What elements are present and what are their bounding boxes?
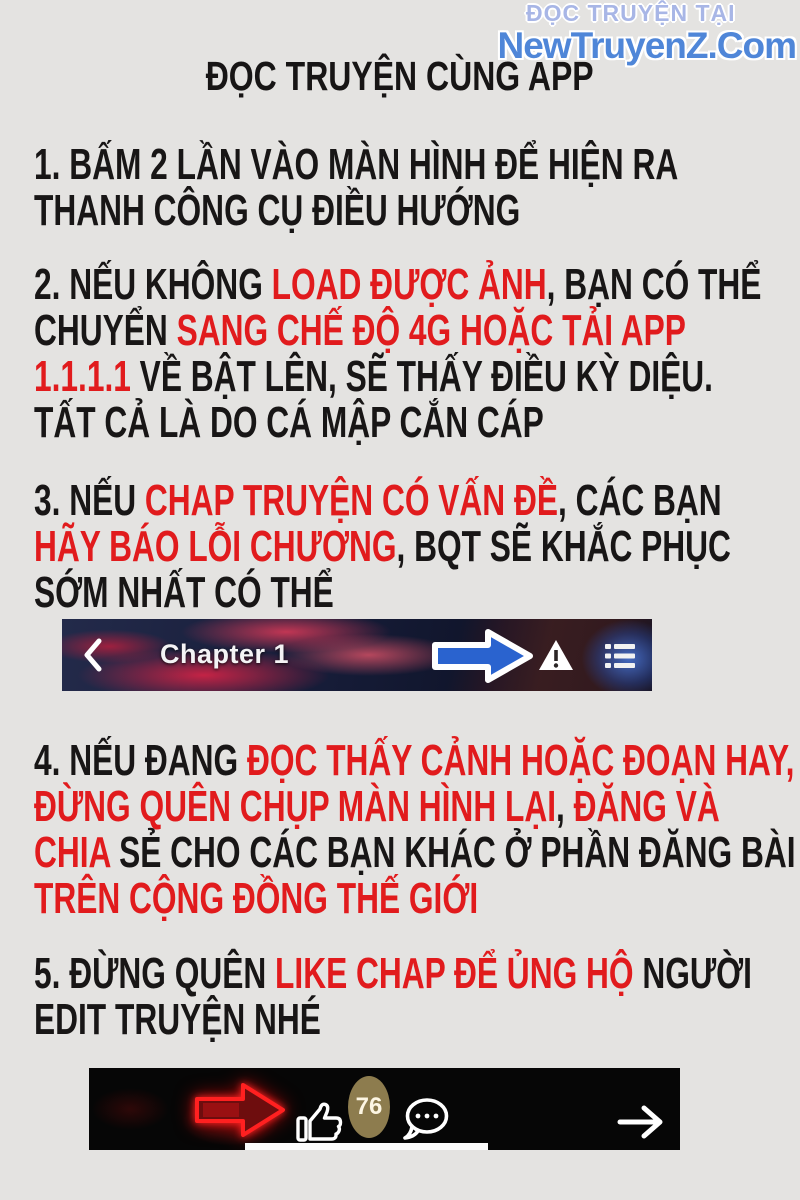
instruction-text-red: LOAD ĐƯỢC ẢNH [271,260,547,309]
back-icon [84,638,102,672]
highlight-arrow-icon [193,1079,287,1141]
instruction-5 [34,951,800,1043]
site-logo-tagline: ĐỌC TRUYỆN TẠI [526,0,736,26]
highlight-arrow-icon [431,627,535,685]
instruction-text-black: EDIT TRUYỆN NHÉ [34,995,321,1044]
instruction-text-black: , BQT SẼ KHẮC PHỤC [396,522,731,571]
instruction-line [34,951,752,997]
instruction-line [34,308,761,354]
report-warning-icon [538,639,574,671]
instruction-text-red: HÃY BÁO LỖI CHƯƠNG [34,522,397,571]
instruction-text-black: 5. ĐỪNG QUÊN [34,949,276,998]
instruction-line [34,738,796,784]
instruction-4 [34,738,800,922]
instruction-text-black: 3. NẾU [34,476,145,525]
instruction-text-black: SẺ CHO CÁC BẠN KHÁC Ở PHẦN ĐĂNG BÀI [119,828,796,877]
instruction-2 [34,262,800,446]
instruction-text-red: ĐĂNG VÀ [573,782,720,831]
instruction-line [34,478,731,524]
chapter-nav-screenshot [62,619,652,691]
instruction-text-black: , CÁC BẠN [557,476,722,525]
instruction-text-black: SỚM NHẤT CÓ THỂ [34,568,334,617]
instruction-text-black: VỀ BẬT LÊN, SẼ THẤY ĐIỀU KỲ DIỆU. [139,352,713,401]
scroll-strip [245,1143,488,1150]
page-title: ĐỌC TRUYỆN CÙNG APP [206,53,594,99]
instruction-line [34,262,761,308]
instruction-line [34,784,796,830]
instruction-line [34,997,752,1043]
instruction-text-black: , [556,782,574,831]
instruction-line [34,188,678,234]
next-chapter-arrow-icon [617,1105,663,1139]
like-count: 76 [355,1093,383,1120]
instruction-text-red: SANG CHẾ ĐỘ 4G HOẶC TẢI APP [176,306,686,355]
instruction-line [34,830,796,876]
instruction-text-red: CHIA [34,828,120,877]
instruction-line [34,354,761,400]
instruction-text-red: CHAP TRUYỆN CÓ VẤN ĐỀ [144,476,558,525]
chapter-list-icon [605,644,635,668]
instruction-line [34,400,761,446]
thumbs-up-icon [295,1097,343,1144]
instruction-text-red: 1.1.1.1 [34,352,140,401]
instruction-text-black: TẤT CẢ LÀ DO CÁ MẬP CẮN CÁP [34,398,544,447]
instruction-line [34,570,731,616]
instruction-text-black: THANH CÔNG CỤ ĐIỀU HƯỚNG [34,186,521,235]
site-logo-name: NewTruyenZ.Com [497,25,796,66]
instruction-text-black: , BẠN CÓ THỂ [546,260,762,309]
instruction-text-black: NGƯỜI [642,949,752,998]
instruction-text-red: TRÊN CỘNG ĐỒNG THẾ GIỚI [34,874,479,923]
instruction-line [34,142,678,188]
instruction-text-black: CHUYỂN [34,306,177,355]
instruction-text-black: 1. BẤM 2 LẦN VÀO MÀN HÌNH ĐỂ HIỆN RA [34,140,679,189]
chapter-title: Chapter 1 [160,639,290,669]
comment-bubble-icon [403,1097,449,1142]
instruction-text-red: ĐỌC THẤY CẢNH HOẶC ĐOẠN HAY, [246,736,795,785]
like-count-badge [348,1076,390,1138]
instruction-line [34,876,796,922]
instruction-text-black: 2. NẾU KHÔNG [34,260,272,309]
instruction-1 [34,142,800,234]
instruction-3 [34,478,800,616]
action-bar-screenshot [89,1068,680,1150]
instruction-text-red: ĐỪNG QUÊN CHỤP MÀN HÌNH LẠI [34,782,557,831]
instruction-text-black: 4. NẾU ĐANG [34,736,247,785]
instruction-line [34,524,731,570]
instruction-text-red: LIKE CHAP ĐỂ ỦNG HỘ [275,949,643,998]
